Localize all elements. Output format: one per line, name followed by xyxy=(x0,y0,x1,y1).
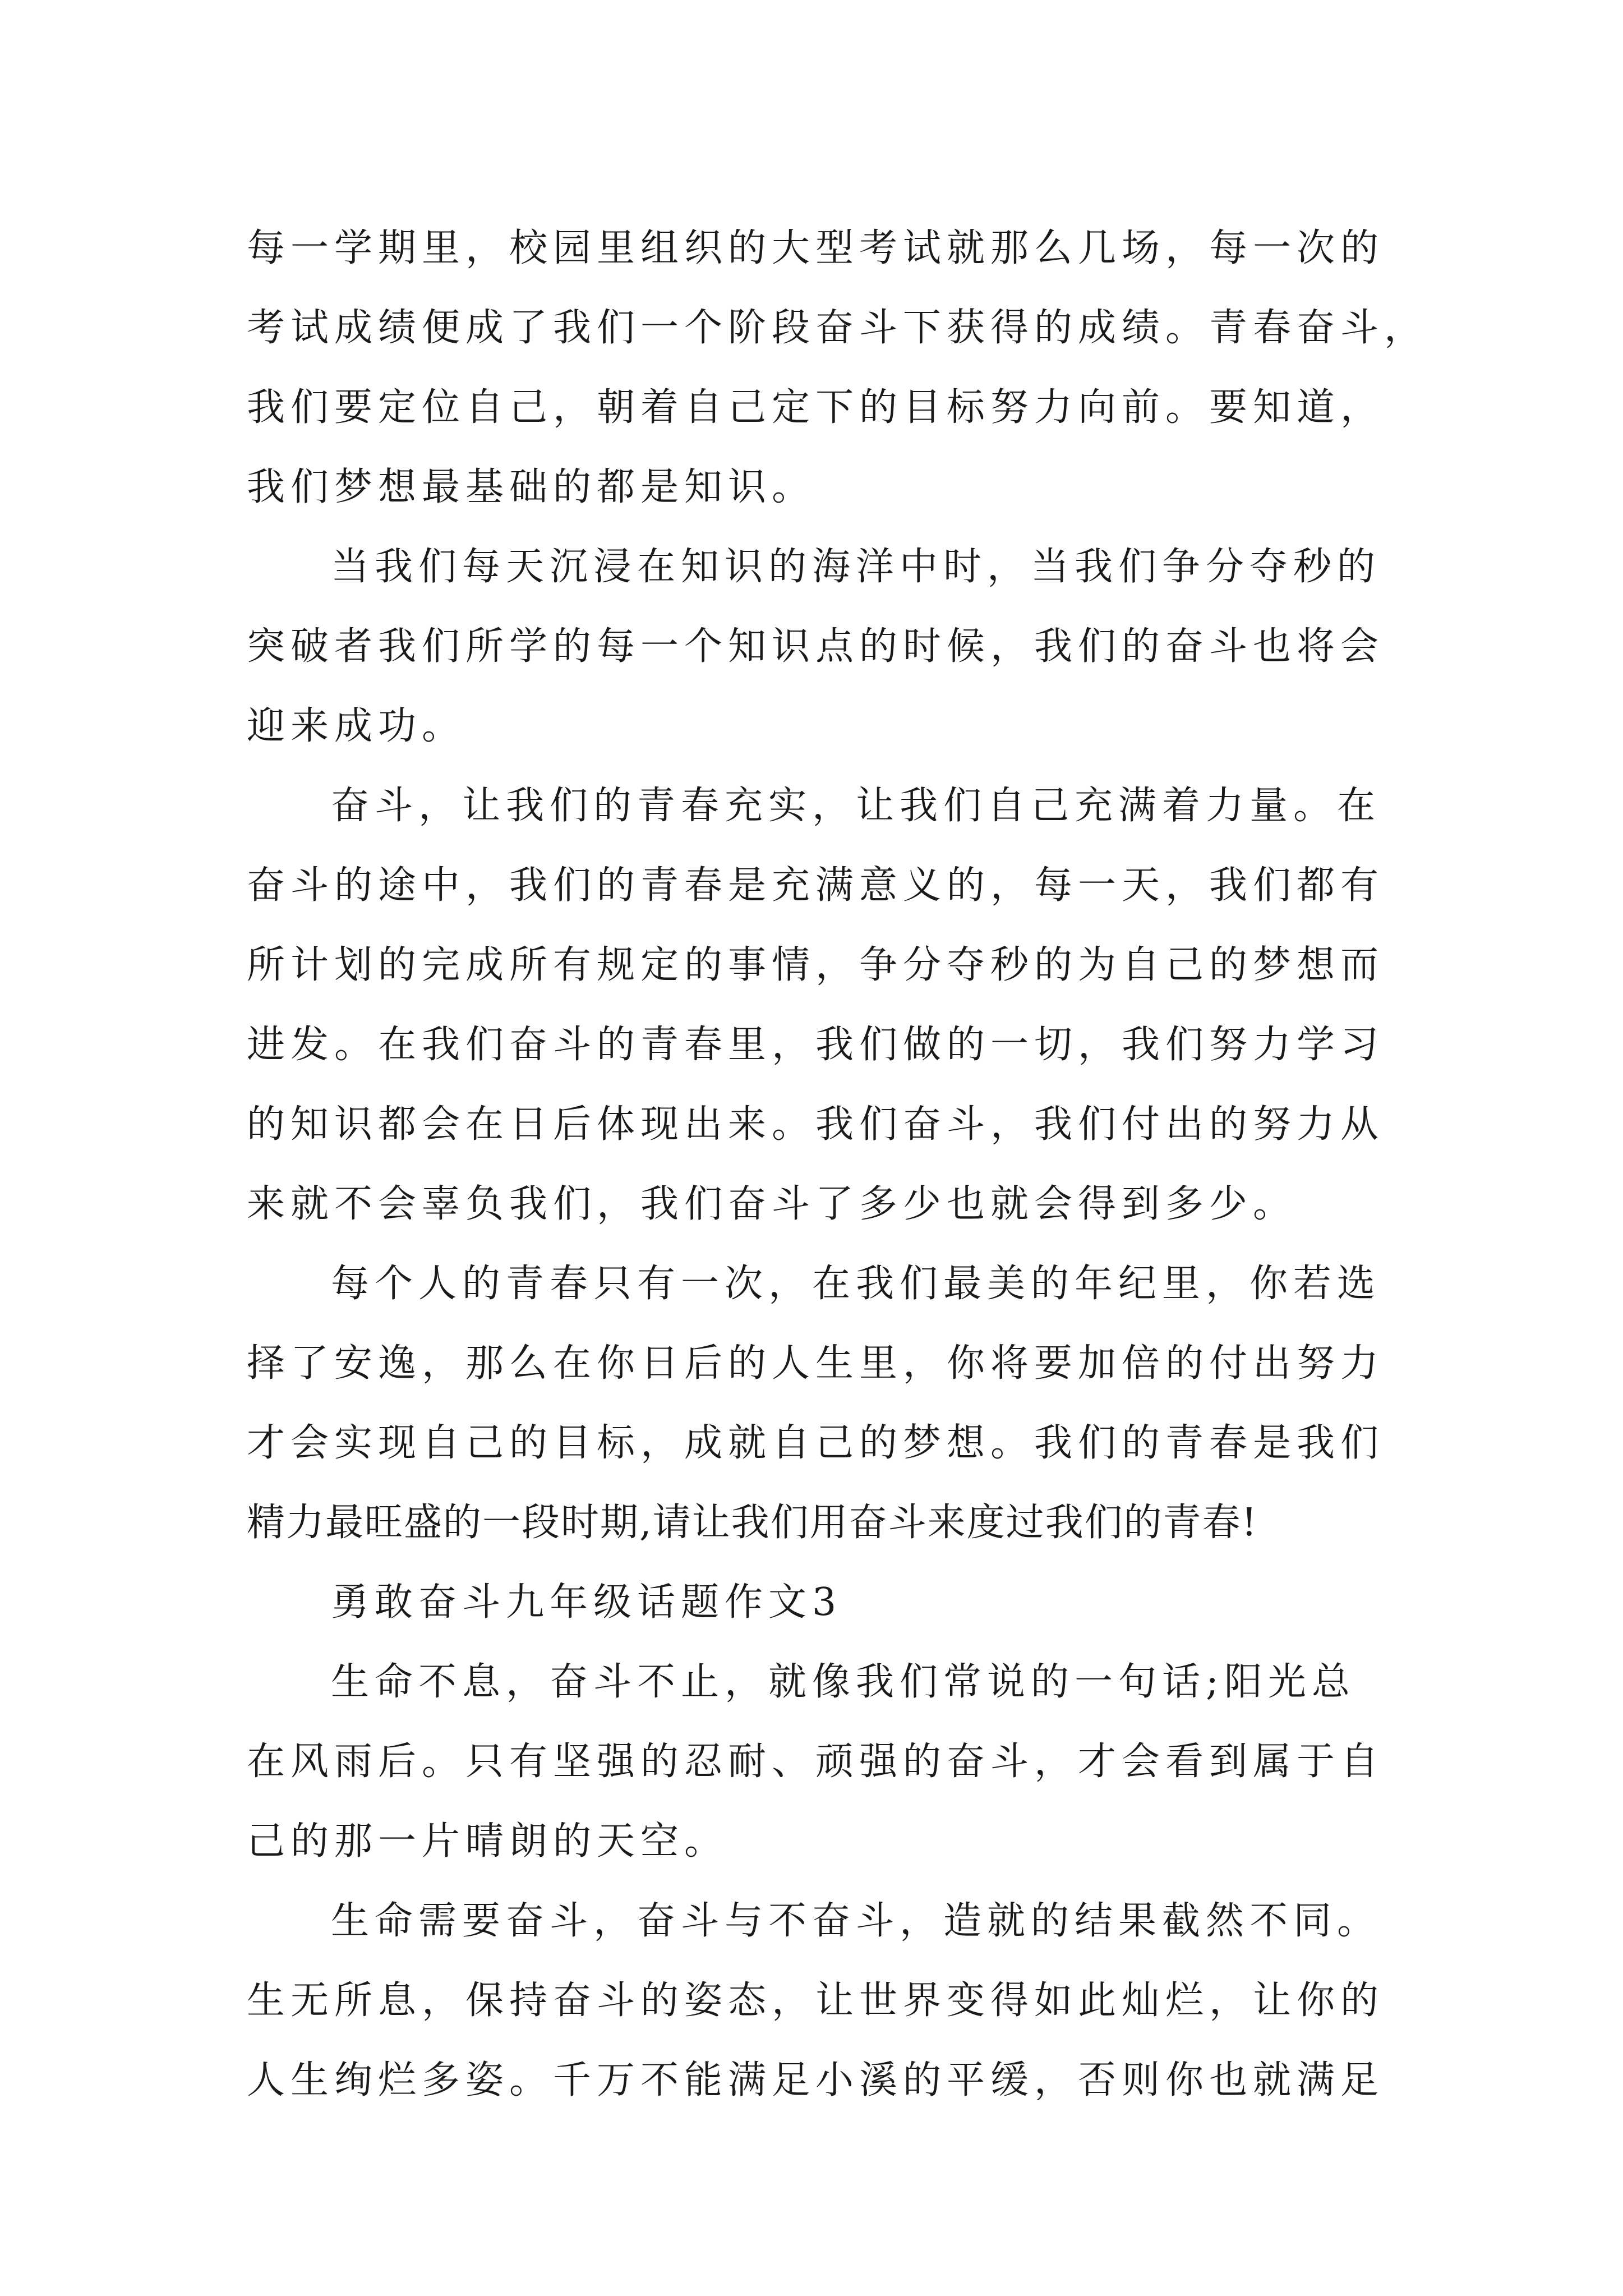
text-line: 在风雨后。只有坚强的忍耐、顽强的奋斗，才会看到属于自 xyxy=(247,1740,1385,1784)
text-line: 我们要定位自己，朝着自己定下的目标努力向前。要知道， xyxy=(247,385,1385,430)
text-line: 人生绚烂多姿。千万不能满足小溪的平缓，否则你也就满足 xyxy=(247,2058,1385,2102)
text-line: 所计划的完成所有规定的事情，争分夺秒的为自己的梦想而 xyxy=(247,943,1385,987)
paragraph-start-line: 奋斗，让我们的青春充实，让我们自己充满着力量。在 xyxy=(331,784,1381,828)
text-line: 来就不会辜负我们，我们奋斗了多少也就会得到多少。 xyxy=(247,1182,1297,1226)
text-line: 己的那一片晴朗的天空。 xyxy=(247,1819,728,1864)
text-line: 进发。在我们奋斗的青春里，我们做的一切，我们努力学习 xyxy=(247,1023,1385,1067)
body-text xyxy=(247,209,1430,2120)
text-line: 生无所息，保持奋斗的姿态，让世界变得如此灿烂，让你的 xyxy=(247,1978,1385,2023)
section-heading: 勇敢奋斗九年级话题作文3 xyxy=(331,1580,842,1625)
text-line: 精力最旺盛的一段时期,请让我们用奋斗来度过我们的青春! xyxy=(247,1501,1258,1545)
text-line: 突破者我们所学的每一个知识点的时候，我们的奋斗也将会 xyxy=(247,624,1385,669)
text-line: 我们梦想最基础的都是知识。 xyxy=(247,465,816,509)
text-line: 的知识都会在日后体现出来。我们奋斗，我们付出的努力从 xyxy=(247,1102,1385,1147)
paragraph-start-line: 每个人的青春只有一次，在我们最美的年纪里，你若选 xyxy=(331,1262,1381,1306)
text-line: 才会实现自己的目标，成就自己的梦想。我们的青春是我们 xyxy=(247,1421,1385,1465)
text-line: 每一学期里，校园里组织的大型考试就那么几场，每一次的 xyxy=(247,226,1385,270)
text-line: 奋斗的途中，我们的青春是充满意义的，每一天，我们都有 xyxy=(247,863,1385,908)
text-line: 迎来成功。 xyxy=(247,704,466,748)
paragraph-start-line: 当我们每天沉浸在知识的海洋中时，当我们争分夺秒的 xyxy=(331,545,1381,589)
paragraph-start-line: 生命不息，奋斗不止，就像我们常说的一句话;阳光总 xyxy=(331,1660,1355,1704)
text-line: 考试成绩便成了我们一个阶段奋斗下获得的成绩。青春奋斗， xyxy=(247,306,1428,350)
text-line: 择了安逸，那么在你日后的人生里，你将要加倍的付出努力 xyxy=(247,1341,1385,1386)
paragraph-start-line: 生命需要奋斗，奋斗与不奋斗，造就的结果截然不同。 xyxy=(331,1899,1381,1943)
